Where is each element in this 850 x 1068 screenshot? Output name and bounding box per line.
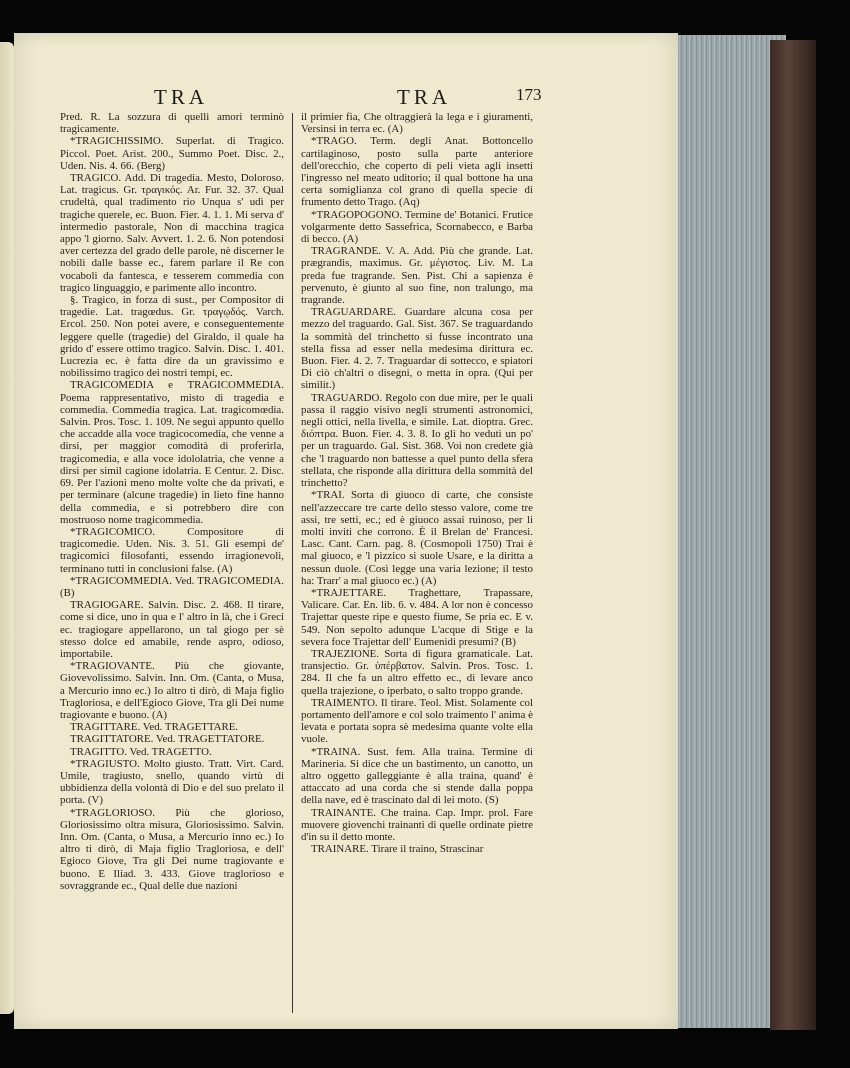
dictionary-entry: TRAINARE. Tirare il traino, Strascinar — [311, 843, 484, 856]
dictionary-entry: TRAGRANDE. V. A. Add. Più che grande. Lat. prægrandis, maximus. Gr. μέγιστος. Liv. M. La preda fue tragrande. Sen. Pist. Chi a sapienza è pervenuto, è giunto al suo fine, non tralungo, ma tragrande. — [301, 245, 533, 307]
page-number: 173 — [516, 85, 542, 104]
dictionary-entry: TRAGICO. Add. Di tragedia. Mesto, Doloroso. Lat. tragicus. Gr. τραγικός. Ar. Fur. 32. 37. Qual crudeltà, qual tradimento rio Unqua s' udì per tragiche querele, ec. Buon. Fier. 4. 1. 1. Mi serva d' intermedio pastorale, Non di macchina tragica appo 'l giorno. Salv. Avvert. 1. 2. 6. Non potendosi aver certezza del grado delle parole, nè discerner le nobili dalle basse ec., farem parlare il Re con vocaboli da fantesca, e tesserem commedia con tragico linguaggio, e parimente allo incontro. — [60, 172, 284, 294]
dictionary-entry: TRAGIOGARE. Salvin. Disc. 2. 468. Il tirare, come si dice, uno in qua e l' altro in là, che i Greci ec. tragiogare appellarono, un tal giogo per sè stesso dolce ed amabile, rende aspro, odioso, importabile. — [60, 599, 284, 660]
dictionary-entry: *TRAGICOMICO. Compositore di tragicomedie. Uden. Nis. 3. 51. Gli esempi de' tragicomici filosofanti, essendo irragionevoli, terminano tutti in conclusioni false. (A) — [60, 525, 284, 575]
running-head-left: TRA — [154, 85, 208, 109]
dictionary-entry: TRAGUARDARE. Guardare alcuna cosa per mezzo del traguardo. Gal. Sist. 367. Se traguardando la sommità del trinchetto si fusse incontrato una stella fissa ad esser nella medesima dirittura ec. Buon. Fier. 4. 2. 7. Traguardar di sottecco, e spiatori Di ciò ch'altri o disegni, o metta in opra. (Qui per similit.) — [301, 306, 533, 392]
dictionary-entry: *TRAGIUSTO. Molto giusto. Tratt. Virt. Card. Umile, tragiusto, snello, quando virtù di ubbidienza della volontà di Dio e del suo prelato il porta. (V) — [60, 757, 284, 807]
dictionary-entry: *TRAI. Sorta di giuoco di carte, che consiste nell'azzeccare tre carte dello stesso valore, come tre assi, tre setti, ec.; ed è giuoco assai ruinoso, per li molti inviti che corrono. È il Brelan de' Francesi. Lasc. Cant. Carn. pag. 8. (Cosmopoli 1750) Trai è mal giuoco, e 'l pizzico si suole Usare, e la diritta a nessun duole. (Così legge una varia lezione; il testo ha: Trarr' a mal giuoco ec.) (A) — [301, 489, 533, 587]
dictionary-entry: Pred. R. La sozzura di quelli amori terminò tragicamente. — [60, 111, 284, 136]
dictionary-entry: *TRAGICHISSIMO. Superlat. di Tragico. Piccol. Poet. Arist. 200., Summo Poet. Disc. 2., Uden. Nis. 4. 66. (Berg) — [60, 135, 284, 172]
dictionary-entry: *TRAGO. Term. degli Anat. Bottoncello cartilaginoso, posto sulla parte anteriore dell'orecchio, che coperto di peli vieta agli insetti l'ingresso nel meato uditorio; il qual bottone ha una certa somiglianza col grano di quella specie di frumento detto Trago. (Aq) — [301, 135, 533, 209]
previous-page-edge — [0, 42, 14, 1014]
right-column — [301, 111, 533, 855]
dictionary-entry: TRAGICOMEDIA e TRAGICOMMEDIA. Poema rappresentativo, misto di tragedia e commedia. Commedia tragica. Lat. tragicomœdia. Salvin. Pros. Tosc. 1. 109. Ne seguì appunto quello che accadde alla voce tragicocomedia, che venne a dirsi, per maggior comodità di proferirla, tragicomedia, e alla voce idololatria, che venne a dirsi per simil cagione idolatria. E Centur. 2. Disc. 69. Per l'azioni meno molte volte che da privati, e per terminare (alcune tragedie) in lieto fine hanno della commedia, e si potrebbero dire con mostruoso nome tragicommedia. — [60, 379, 284, 526]
dictionary-entry: *TRAGLORIOSO. Più che glorioso, Gloriosissimo oltra misura, Gloriosissimo. Salvin. Inn. Om. (Canta, o Musa, a Mercurio inno ec.) Io altro ti dirò, di Maja figlio Tragloriosa, e dell' Egioco Giove, Tra gli Dei nume tragiovante e buono. E Iliad. 3. 433. Giove traglorioso e sovraggrande ec., Qual delle due nazioni — [60, 806, 284, 892]
page-block-edges — [668, 35, 786, 1028]
column-divider — [292, 113, 293, 1013]
dictionary-entry: *TRAGIOVANTE. Più che giovante, Giovevolissimo. Salvin. Inn. Om. (Canta, o Musa, a Mercurio inno ec.) Io altro ti dirò, di Maja figlio Tragloriosa, e dell'Egioco Giove, Tra gli Dei nume tragiovante e buono. (A) — [60, 660, 284, 721]
dictionary-entry: *TRAGICOMMEDIA. Ved. TRAGICOMEDIA. (B) — [60, 574, 284, 599]
dictionary-entry: TRAGITTARE. Ved. TRAGETTARE. — [70, 721, 239, 734]
dictionary-entry: §. Tragico, in forza di sust., per Compositor di tragedie. Lat. tragœdus. Gr. τραγῳδός. Varch. Ercol. 250. Non potei avere, e conseguentemente leggere quelle (tragedie) del Giraldo, il quale ha grido d' essere ottimo tragico. Salvin. Disc. 1. 401. Lucrezia ec. è fatta dire da un gravissimo e nobilissimo tragico dei nostri tempi, ec. — [60, 294, 284, 380]
dictionary-entry: *TRAINA. Sust. fem. Alla traina. Termine di Marineria. Si dice che un bastimento, un canotto, un altro oggetto galleggiante è alla traina, quand' è attaccato ad una corda che si stende dalla poppa della nave, ed è trascinato dal di lei moto. (S) — [301, 745, 533, 807]
book-page — [14, 33, 678, 1029]
left-column — [60, 111, 284, 892]
book-cover-edge — [770, 40, 816, 1030]
dictionary-entry: TRAGITTO. Ved. TRAGETTO. — [70, 745, 212, 758]
dictionary-entry: TRAGUARDO. Regolo con due mire, per le quali passa il raggio visivo negli strumenti astronomici, negli ottici, nella livella, e simile. Lat. dioptra. Grec. διόπτρα. Buon. Fier. 4. 3. 8. Io gli ho veduti un po' per un traguardo. Gal. Sist. 368. Voi non credete già che 'l traguardo non battesse a quel punto della sfera stellata, che risponde alla dirittura della sommità del trinchetto? — [301, 391, 533, 490]
dictionary-entry: *TRAGOPOGONO. Termine de' Botanici. Frutice volgarmente detto Sassefrica, Scornabecco, e Barba di becco. (A) — [301, 208, 533, 246]
dictionary-entry: TRAGITTATORE. Ved. TRAGETTATORE. — [70, 733, 265, 746]
dictionary-entry: *TRAJETTARE. Traghettare, Trapassare, Valicare. Car. En. lib. 6. v. 484. A lor non è concesso Trajettar queste ripe e questo fiume, Se pria ec. E v. 549. Non sepolto adunque L'acque di Stige e la severa foce Trajettar dell' Eumenidi presumi? (B) — [301, 586, 533, 648]
running-head-right: TRA — [397, 85, 451, 109]
dictionary-entry: TRAIMENTO. Il tirare. Teol. Mist. Solamente col portamento dell'amore e col solo traimento l' anima è levata e portata sopra sè medesima quante volte ella vuole. — [301, 696, 533, 746]
dictionary-entry: TRAINANTE. Che traina. Cap. Impr. prol. Fare muovere giovenchi trainanti di quelle ordinate pietre d'in su il detto monte. — [301, 806, 533, 843]
dictionary-entry: TRAJEZIONE. Sorta di figura gramaticale. Lat. transjectio. Gr. ὑπέρβατον. Salvin. Pros. Tosc. 1. 284. Il che fa un altro effetto ec., di levare anco quella trajezione, o iperbato, o salto troppo grande. — [301, 647, 533, 697]
dictionary-entry: il primier fia, Che oltraggierà la lega e i giuramenti, Versinsi in terra ec. (A) — [301, 111, 533, 136]
